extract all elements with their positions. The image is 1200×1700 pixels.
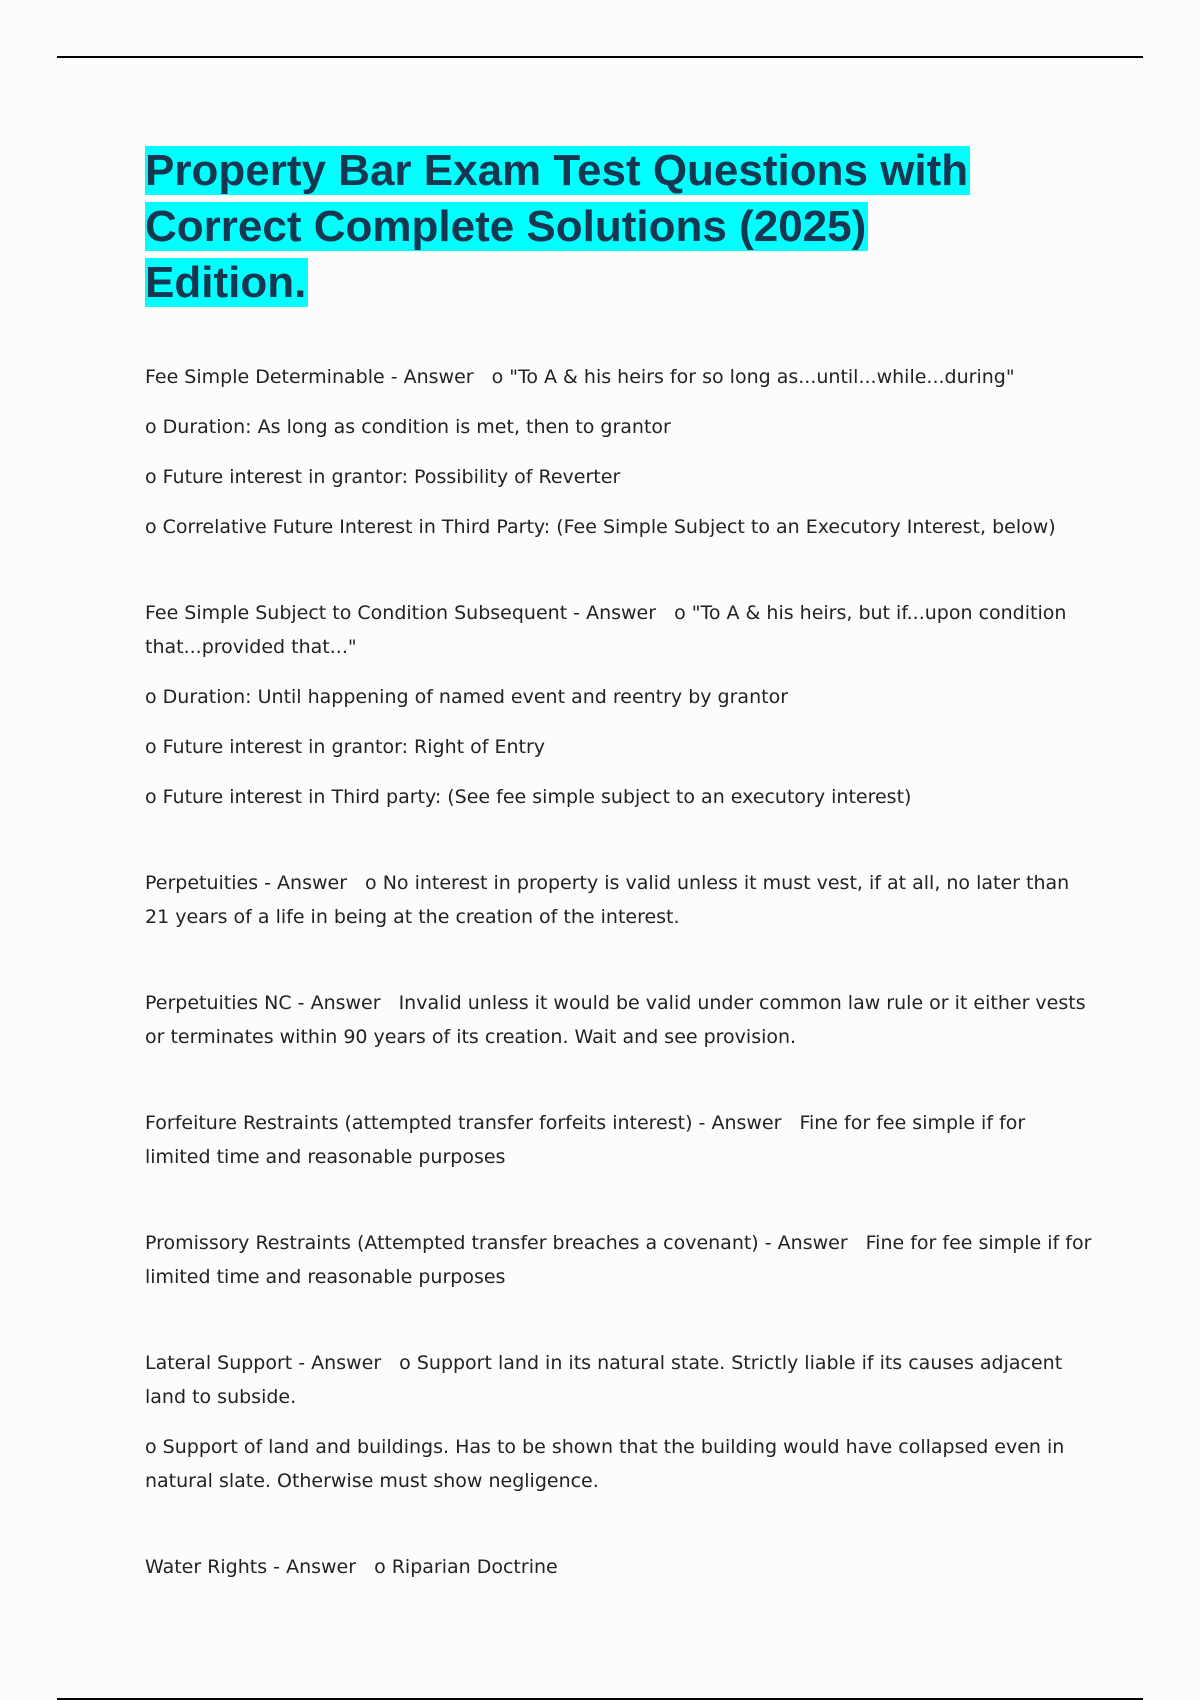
qa-entry [145,1106,1095,1174]
qa-list [145,360,1095,1584]
qa-question-line [145,360,1095,394]
qa-entry [145,596,1095,814]
qa-answer: o Riparian Doctrine [374,1556,558,1578]
qa-point: o Future interest in grantor: Right of Entry [145,736,546,758]
qa-entry [145,1550,1095,1584]
qa-term: Perpetuities - Answer [145,872,348,894]
qa-question-line [145,1346,1095,1414]
qa-entry [145,1346,1095,1498]
qa-question-line [145,1106,1095,1174]
qa-term: Water Rights - Answer [145,1556,357,1578]
qa-question-line [145,866,1095,934]
document-title [145,143,1025,311]
qa-question-line [145,1226,1095,1294]
qa-point: o Future interest in grantor: Possibility of Reverter [145,466,621,488]
qa-answer: Fine for fee simple if for limited time and reasonable purposes [145,1112,1026,1168]
qa-answer: Fine for fee simple if for limited time and reasonable purposes [145,1232,1092,1288]
qa-question-line [145,1550,1095,1584]
qa-entry [145,360,1095,544]
qa-answer: o No interest in property is valid unless it must vest, if at all, no later than 21 years of a life in being at the creation of the interest. [145,872,1070,928]
qa-answer: Invalid unless it would be valid under common law rule or it either vests or terminates within 90 years of its creation. Wait and see provision. [145,992,1086,1048]
qa-term: Fee Simple Subject to Condition Subsequent - Answer [145,602,657,624]
qa-question-line [145,596,1095,664]
qa-point: o Support of land and buildings. Has to be shown that the building would have collapsed even in natural slate. Otherwise must show negligence. [145,1436,1065,1492]
qa-entry [145,866,1095,934]
top-rule [57,56,1143,58]
highlighted-title-text: Property Bar Exam Test Questions with Correct Complete Solutions (2025) Edition. [145,146,969,307]
qa-term: Lateral Support - Answer [145,1352,382,1374]
qa-term: Promissory Restraints (Attempted transfer breaches a covenant) - Answer [145,1232,848,1254]
qa-point: o Future interest in Third party: (See fee simple subject to an executory interest) [145,786,912,808]
qa-answer: o Support land in its natural state. Strictly liable if its causes adjacent land to subside. [145,1352,1063,1408]
qa-question-line [145,986,1095,1054]
qa-point: o Correlative Future Interest in Third Party: (Fee Simple Subject to an Executory Interest, below) [145,516,1056,538]
qa-answer: o "To A & his heirs, but if...upon condition that...provided that..." [145,602,1067,658]
qa-entry [145,1226,1095,1294]
qa-answer: o "To A & his heirs for so long as...until...while...during" [491,366,1015,388]
qa-term: Fee Simple Determinable - Answer [145,366,474,388]
qa-term: Forfeiture Restraints (attempted transfer forfeits interest) - Answer [145,1112,782,1134]
qa-point: o Duration: As long as condition is met, then to grantor [145,416,671,438]
qa-point: o Duration: Until happening of named event and reentry by grantor [145,686,789,708]
qa-term: Perpetuities NC - Answer [145,992,381,1014]
qa-entry [145,986,1095,1054]
